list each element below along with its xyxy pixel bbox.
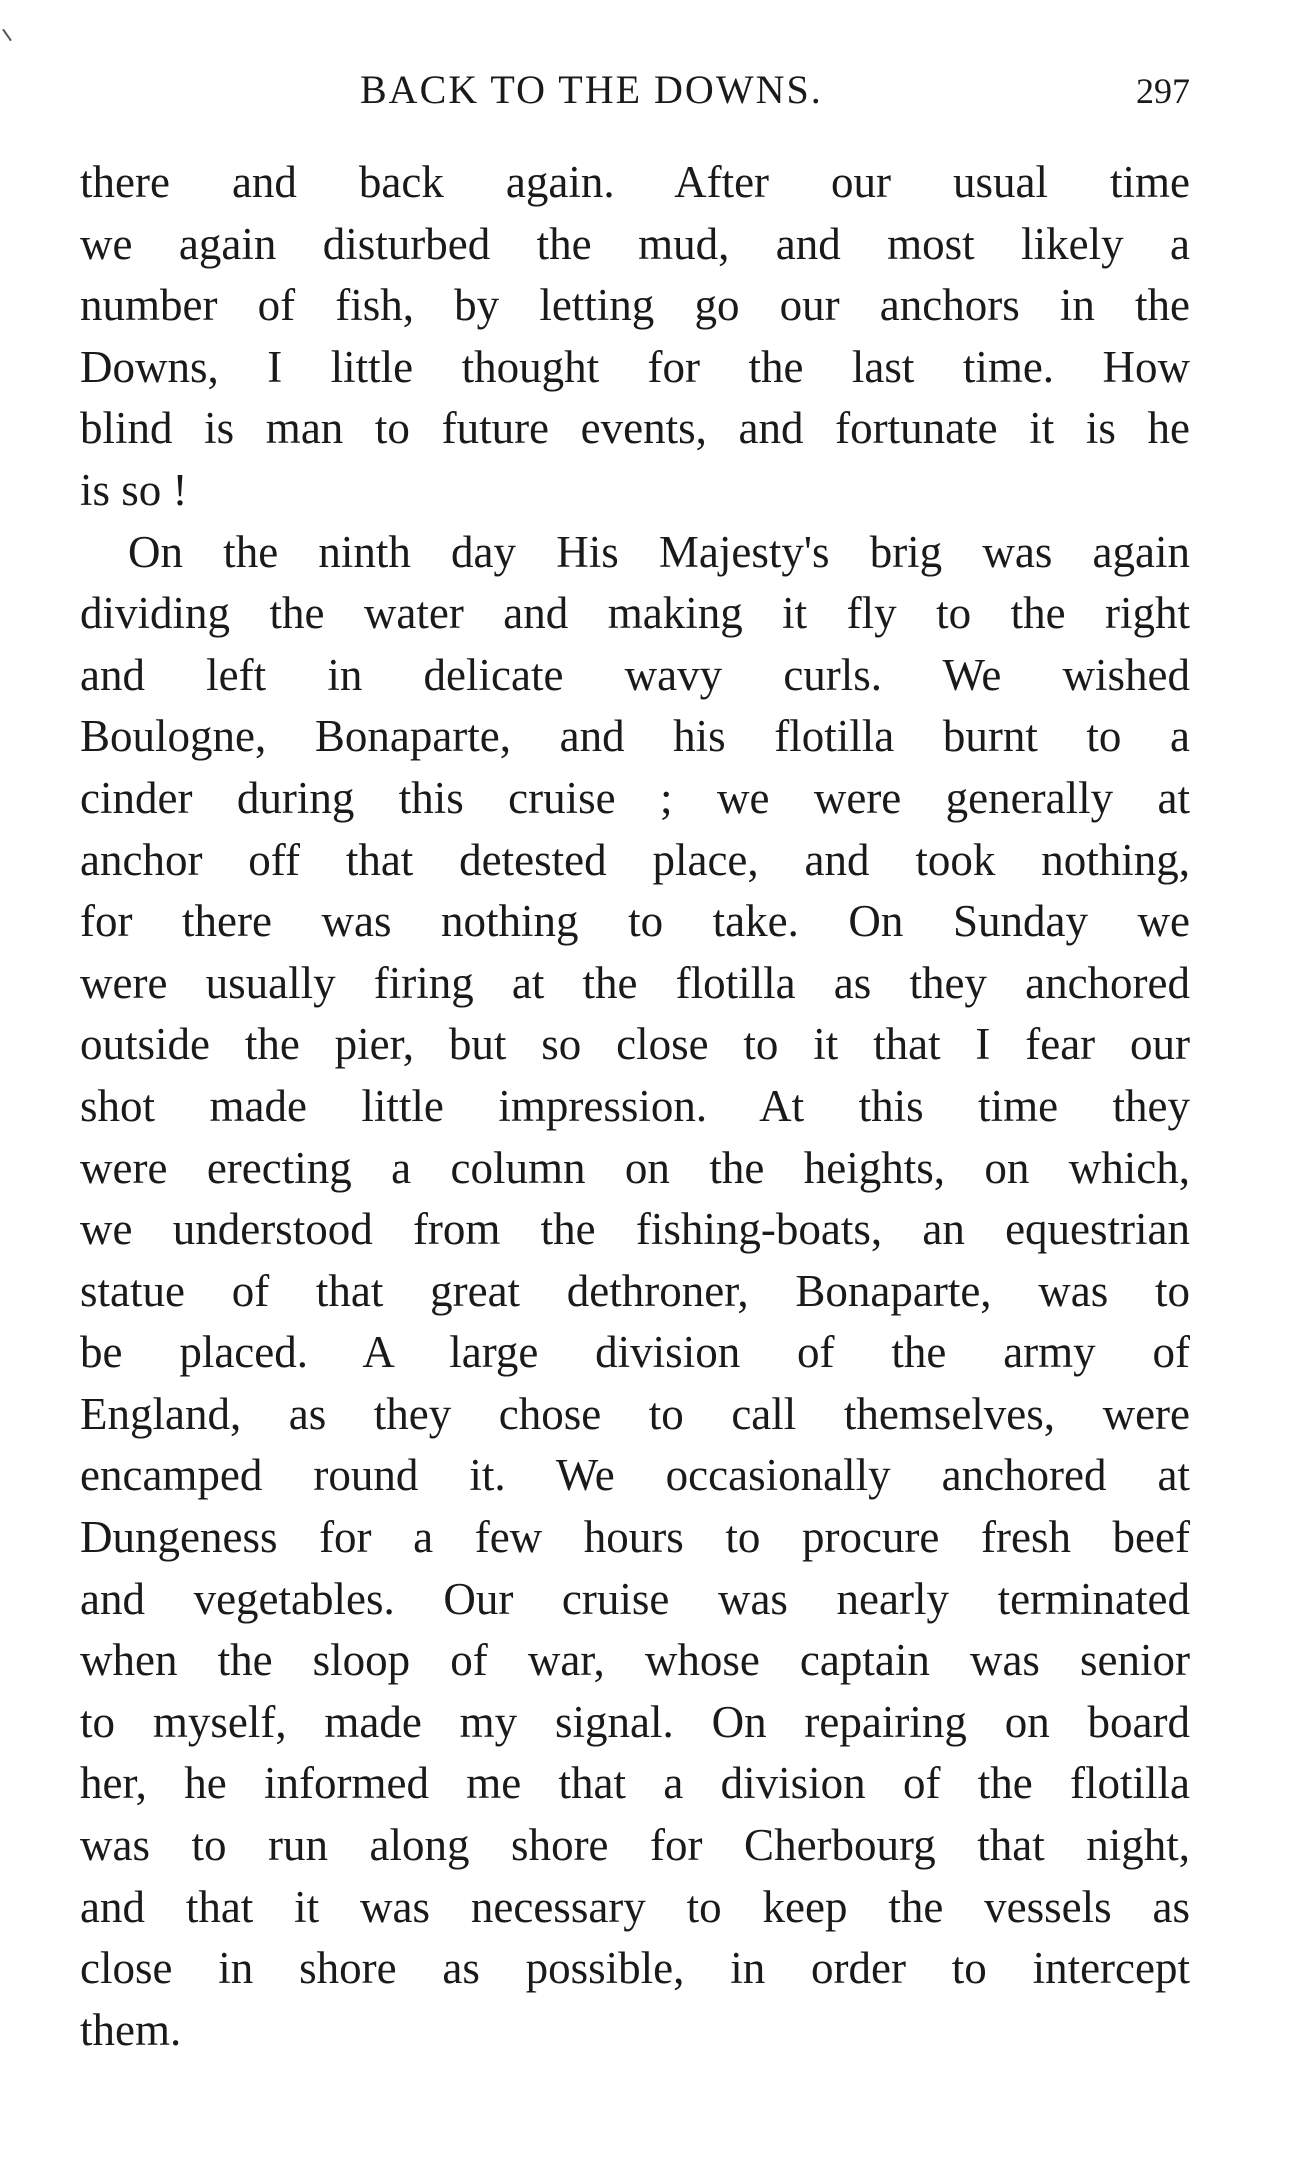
text-line: Dungeness for a few hours to procure fresh beef bbox=[80, 1512, 1190, 1563]
text-line: blind is man to future events, and fortunate it is he bbox=[80, 403, 1190, 454]
text-line: dividing the water and making it fly to the right bbox=[80, 588, 1190, 639]
text-line: were erecting a column on the heights, on which, bbox=[80, 1142, 1190, 1193]
text-line: them. bbox=[80, 2004, 182, 2055]
text-line: her, he informed me that a division of the flotilla bbox=[80, 1758, 1190, 1809]
text-line: On the ninth day His Majesty's brig was again bbox=[128, 526, 1190, 577]
text-line: statue of that great dethroner, Bonaparte, was to bbox=[80, 1265, 1190, 1316]
text-line: anchor off that detested place, and took nothing, bbox=[80, 834, 1190, 885]
text-line: we again disturbed the mud, and most likely a bbox=[80, 218, 1190, 269]
page-number: 297 bbox=[1136, 71, 1190, 111]
text-line: to myself, made my signal. On repairing on board bbox=[80, 1696, 1190, 1747]
text-line: Downs, I little thought for the last time. How bbox=[80, 341, 1190, 392]
text-line: we understood from the fishing-boats, an equestrian bbox=[80, 1204, 1190, 1255]
text-line: close in shore as possible, in order to intercept bbox=[80, 1943, 1190, 1994]
text-line: encamped round it. We occasionally anchored at bbox=[80, 1450, 1190, 1501]
text-line: there and back again. After our usual time bbox=[80, 157, 1190, 207]
text-line: Boulogne, Bonaparte, and his flotilla burnt to a bbox=[80, 711, 1190, 762]
text-line: is so ! bbox=[80, 464, 188, 515]
text-line: was to run along shore for Cherbourg that night, bbox=[80, 1820, 1190, 1871]
running-head: BACK TO THE DOWNS. bbox=[360, 67, 823, 112]
text-line: be placed. A large division of the army of bbox=[80, 1327, 1190, 1378]
text-line: and left in delicate wavy curls. We wished bbox=[80, 649, 1190, 700]
text-line: outside the pier, but so close to it that I fear our bbox=[80, 1019, 1190, 1070]
page-header bbox=[80, 66, 1190, 126]
text-line: England, as they chose to call themselves, were bbox=[80, 1388, 1190, 1439]
text-line: and vegetables. Our cruise was nearly terminated bbox=[80, 1573, 1190, 1624]
text-line: cinder during this cruise ; we were generally at bbox=[80, 772, 1190, 823]
body-text bbox=[80, 152, 1190, 2061]
text-line: and that it was necessary to keep the vessels as bbox=[80, 1881, 1190, 1932]
scan-mark bbox=[2, 29, 12, 42]
text-line: shot made little impression. At this time they bbox=[80, 1080, 1190, 1131]
text-line: when the sloop of war, whose captain was senior bbox=[80, 1635, 1190, 1686]
text-line: number of fish, by letting go our anchors in the bbox=[80, 280, 1190, 331]
text-line: for there was nothing to take. On Sunday we bbox=[80, 896, 1190, 947]
text-line: were usually firing at the flotilla as they anchored bbox=[80, 957, 1190, 1008]
